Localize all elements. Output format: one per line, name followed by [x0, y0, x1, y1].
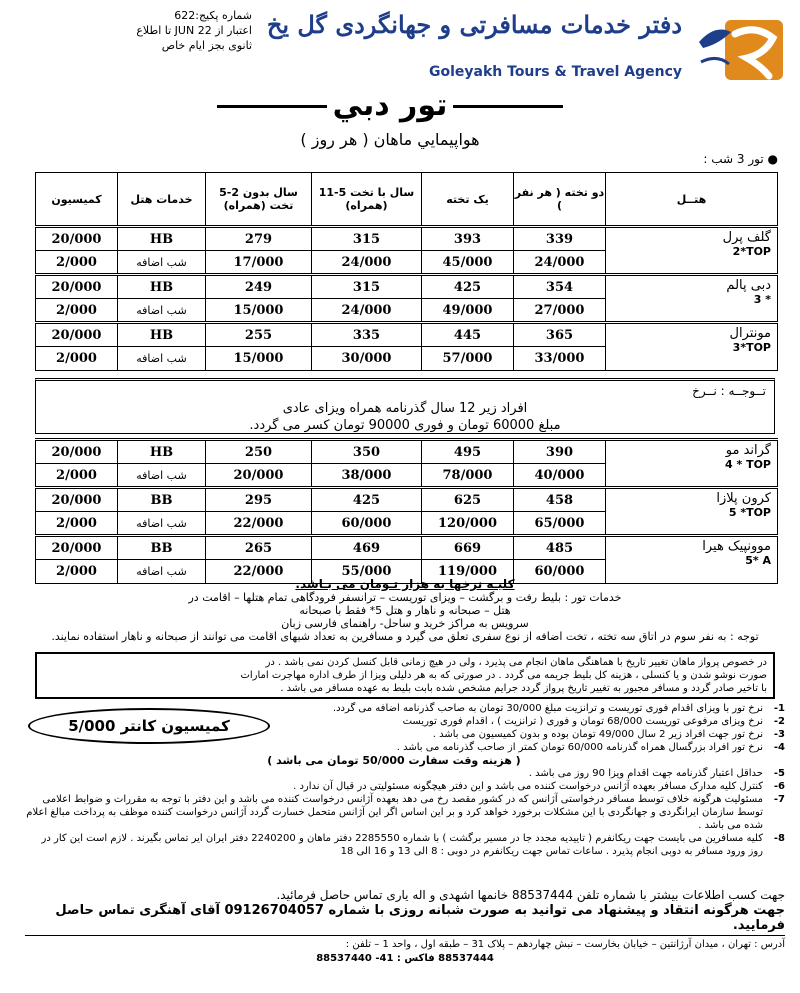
hotel-stars: 4 * TOP [725, 458, 771, 471]
agency-name-en: Goleyakh Tours & Travel Agency [429, 64, 682, 80]
extra-child-no-bed-cell: 22/000 [206, 560, 312, 584]
validity-line: اعتبار از 22 JUN تا اطلاع [136, 24, 252, 37]
extra-services-cell: شب اضافه [118, 251, 206, 275]
rule-number: 6- [773, 781, 785, 792]
extra-commission-cell: 2/000 [36, 347, 118, 371]
rule-text: ( هزینه وقت سفارت 50/000 تومان می باشد ) [267, 754, 521, 767]
hotel-name-cell [606, 488, 778, 536]
child-no-bed-cell: 265 [206, 536, 312, 560]
child-no-bed-cell: 249 [206, 275, 312, 299]
hotel-stars: 5* A [745, 554, 771, 567]
extra-child-bed-cell: 30/000 [312, 347, 422, 371]
rates-table-bottom [35, 438, 778, 584]
hotel-stars: 2*TOP [732, 245, 771, 258]
hotel-name: کرون پلازا [716, 491, 771, 506]
double-cell: 390 [514, 440, 606, 464]
rates-table-top [35, 172, 778, 371]
extra-services-cell: شب اضافه [118, 299, 206, 323]
tour-duration: ● تور 3 شب : [703, 152, 778, 166]
rule-item [25, 767, 785, 780]
double-cell: 458 [514, 488, 606, 512]
extra-commission-cell: 2/000 [36, 512, 118, 536]
col-hotel: هتــل [606, 173, 778, 227]
hotel-name: مونترال [729, 326, 771, 341]
extra-child-bed-cell: 55/000 [312, 560, 422, 584]
hotel-name-cell [606, 227, 778, 275]
rule-number: 2- [773, 716, 785, 727]
rule-number: 7- [773, 794, 785, 805]
rule-number: 1- [773, 703, 785, 714]
extra-child-no-bed-cell: 15/000 [206, 299, 312, 323]
services-line: سرویس به مراکز خرید و ساحل- راهنمای فارسی زبان [281, 617, 529, 630]
hotel-stars: 3*TOP [732, 341, 771, 354]
note-line: مبلغ 60000 تومان و فوری 90000 تومان کسر می گردد. [249, 418, 561, 433]
single-cell: 495 [422, 440, 514, 464]
extra-commission-cell: 2/000 [36, 299, 118, 323]
prices-unit-note: کلیـه نرخها به هزار تـومان می بـاشد. [295, 577, 515, 591]
table-row [36, 275, 778, 299]
commission-cell: 20/000 [36, 488, 118, 512]
extra-single-cell: 57/000 [422, 347, 514, 371]
extra-child-bed-cell: 38/000 [312, 464, 422, 488]
single-cell: 393 [422, 227, 514, 251]
col-double: دو تخته ( هر نفر ) [514, 173, 606, 227]
rule-item [25, 780, 785, 793]
contact-info [25, 888, 785, 933]
services-cell: BB [118, 536, 206, 560]
extra-services-cell: شب اضافه [118, 347, 206, 371]
commission-cell: 20/000 [36, 323, 118, 347]
counter-commission-badge: کمیسیون کانتر 5/000 [28, 708, 270, 744]
extra-single-cell: 45/000 [422, 251, 514, 275]
contact-line: جهت هرگونه انتقاد و پیشنهاد می توانید به صورت شبانه روزی با شماره 09126704057 آقای آهنگری تماس حاصل فرمایید. [55, 903, 785, 933]
extra-single-cell: 119/000 [422, 560, 514, 584]
office-address: آدرس : تهران ، میدان آرژانتین – خیابان بخارست – نبش چهاردهم – پلاک 31 – طبقه اول ، واحد 1 – تلفن : 88537444 فاکس : 41- 88537440 [25, 935, 785, 966]
rule-number: 4- [773, 742, 785, 753]
extra-child-no-bed-cell: 15/000 [206, 347, 312, 371]
child-bed-cell: 335 [312, 323, 422, 347]
rule-number: 8- [773, 833, 785, 844]
agency-name-fa: دفتر خدمات مسافرتی و جهانگردی گل یخ [266, 10, 682, 39]
child-no-bed-cell: 250 [206, 440, 312, 464]
col-child-no-bed: 5-2 سال بدون تخت (همراه) [206, 173, 312, 227]
rule-number: 5- [773, 768, 785, 779]
col-single: یک تخته [422, 173, 514, 227]
extra-double-cell: 65/000 [514, 512, 606, 536]
hotel-name: موونپیک هیرا [702, 539, 771, 554]
hotel-stars: 5 *TOP [728, 506, 771, 519]
rule-item [25, 793, 785, 832]
double-cell: 354 [514, 275, 606, 299]
child-no-bed-cell: 255 [206, 323, 312, 347]
services-cell: HB [118, 440, 206, 464]
hotel-name-cell [606, 323, 778, 371]
single-cell: 425 [422, 275, 514, 299]
airline-subtitle: هواپيمايي ماهان ( هر روز ) [300, 130, 480, 149]
extra-double-cell: 27/000 [514, 299, 606, 323]
extra-child-no-bed-cell: 20/000 [206, 464, 312, 488]
extra-single-cell: 120/000 [422, 512, 514, 536]
single-cell: 625 [422, 488, 514, 512]
page-title: تور دبي [200, 88, 580, 123]
commission-cell: 20/000 [36, 536, 118, 560]
commission-cell: 20/000 [36, 440, 118, 464]
hotel-name-cell [606, 275, 778, 323]
rule-text: نرخ تور با ویزای اقدام فوری توریست و ترانزیت مبلغ 30/000 تومان به صاحب گذرنامه اضافه می گردد. [332, 703, 763, 714]
commission-cell: 20/000 [36, 227, 118, 251]
extra-double-cell: 40/000 [514, 464, 606, 488]
extra-child-bed-cell: 24/000 [312, 251, 422, 275]
child-bed-cell: 350 [312, 440, 422, 464]
table-row [36, 488, 778, 512]
child-bed-cell: 425 [312, 488, 422, 512]
rule-text: کلیه مسافرین می بایست جهت ریکانفرم ( تاییدیه مجدد جا در مسیر برگشت ) با شماره 2285550 دفتر ماهان و 2240200 دفتر ایران ایر تماس بگیرند . لازم است این کار در روز ورود مسافر به دوبی انجام پذیرد . ساعات تماس جهت ریکانفرم در دوبی : 8 الی 13 و 16 الی 18 [41, 833, 763, 857]
extra-double-cell: 24/000 [514, 251, 606, 275]
tour-services-note [35, 578, 775, 643]
child-bed-cell: 315 [312, 275, 422, 299]
extra-commission-cell: 2/000 [36, 251, 118, 275]
services-line: هتل – صبحانه و ناهار و هتل 5* فقط با صبحانه [299, 604, 511, 617]
extra-services-cell: شب اضافه [118, 464, 206, 488]
commission-cell: 20/000 [36, 275, 118, 299]
rule-number: 3- [773, 729, 785, 740]
table-row [36, 440, 778, 464]
rule-text: کنترل کلیه مدارک مسافر بعهده آژانس درخواست کننده می باشد و این دفتر هیچگونه مسئولیتی در قبال آن ندارد . [293, 781, 763, 792]
rule-item [25, 832, 785, 858]
contact-line: جهت کسب اطلاعات بیشتر با شماره تلفن 88537444 خانمها اشهدی و اله یاری تماس حاصل فرمائید. [276, 888, 785, 902]
validity-exception: ثانوی بجز ایام خاص [161, 39, 252, 52]
services-cell: HB [118, 227, 206, 251]
agency-logo [266, 2, 787, 102]
table-row [36, 323, 778, 347]
col-services: خدمات هتل [118, 173, 206, 227]
hotel-name: گراند مو [725, 443, 771, 458]
extra-commission-cell: 2/000 [36, 464, 118, 488]
child-bed-cell: 469 [312, 536, 422, 560]
child-no-bed-cell: 295 [206, 488, 312, 512]
table-row [36, 227, 778, 251]
double-cell: 339 [514, 227, 606, 251]
extra-commission-cell: 2/000 [36, 560, 118, 584]
package-info [22, 8, 252, 53]
single-cell: 669 [422, 536, 514, 560]
extra-services-cell: شب اضافه [118, 560, 206, 584]
col-commission: کمیسیون [36, 173, 118, 227]
col-child-bed: 11-5 سال با تخت (همراه) [312, 173, 422, 227]
hotel-stars: 3 * [753, 293, 771, 306]
package-number: شماره پکیج:622 [174, 9, 252, 22]
cancellation-notice: در خصوص پرواز ماهان تغییر تاریخ با هماهنگی ماهان انجام می پذیرد ، ولی در هیچ زمانی قابل کنسل کردن نمی باشد . در صورت نوشو شدن و یا کنسلی ، هزینه کل بلیط جریمه می گردد . در صورتی که به هر دلیلی ویزا از طرف اداره مهاجرت امارات با تاخیر صادر گردد و مسافر مجبور به تغییر تاریخ پرواز گردد جرایم مشخص شده بابت بلیط به عهده مسافر می باشد . [35, 652, 775, 699]
extra-double-cell: 60/000 [514, 560, 606, 584]
rule-text: نرخ تور جهت افراد زیر 2 سال 49/000 تومان بوده و بدون کمیسیون می باشد . [432, 729, 763, 740]
double-cell: 485 [514, 536, 606, 560]
extra-single-cell: 49/000 [422, 299, 514, 323]
child-bed-cell: 315 [312, 227, 422, 251]
rule-text: نرخ ویزای مرفوعی توریست 68/000 تومان و فوری ( ترانزیت ) ، اقدام فوری توریست [402, 716, 763, 727]
child-note-box [35, 378, 775, 434]
table-row [36, 536, 778, 560]
services-line: خدمات تور : بلیط رفت و برگشت – ویزای توریست – ترانسفر فرودگاهی تمام هتلها – اقامت در [188, 591, 622, 604]
table-header-row [36, 173, 778, 227]
hotel-name: گلف پرل [722, 230, 771, 245]
services-cell: BB [118, 488, 206, 512]
extra-child-bed-cell: 24/000 [312, 299, 422, 323]
extra-single-cell: 78/000 [422, 464, 514, 488]
rule-text: حداقل اعتبار گذرنامه جهت اقدام ویزا 90 روز می باشد . [528, 768, 763, 779]
ice-flower-logo-icon [695, 14, 787, 88]
extra-child-bed-cell: 60/000 [312, 512, 422, 536]
extra-child-no-bed-cell: 22/000 [206, 512, 312, 536]
rule-item [25, 754, 785, 767]
extra-services-cell: شب اضافه [118, 512, 206, 536]
rule-text: نرخ تور افراد بزرگسال همراه گذرنامه 60/000 تومان کمتر از صاحب گذرنامه می باشد . [396, 742, 763, 753]
rule-text: مسئولیت هرگونه خلاف توسط مسافر درخواستی آژانس که در کشور مقصد رخ می دهد بعهده آژانس درخواست کننده می باشد و این دفتر با توجه به مقررات و ضوابط اعلامی توسط سازمان ایرانگردی و جهانگردی با این مشکلات برخورد خواهد کرد و بر این اساس اگر این آژانس متحمل خسارت گردد آژانس درخواست کننده موظف به پرداخت مبالغ اعلام شده می باشد . [26, 794, 763, 831]
child-no-bed-cell: 279 [206, 227, 312, 251]
rule-number [525, 754, 543, 767]
extra-child-no-bed-cell: 17/000 [206, 251, 312, 275]
single-cell: 445 [422, 323, 514, 347]
hotel-name-cell [606, 536, 778, 584]
third-person-note: توجه : به نفر سوم در اتاق سه تخته ، تخت اضافه از نوع سفری تعلق می گیرد و مسافرین به تعداد شبهای اقامت می توانند از صبحانه و ناهار استفاده نمایند. [51, 630, 759, 643]
hotel-name-cell [606, 440, 778, 488]
extra-double-cell: 33/000 [514, 347, 606, 371]
double-cell: 365 [514, 323, 606, 347]
services-cell: HB [118, 323, 206, 347]
note-title: تــوجــه : نــرخ [692, 384, 766, 398]
services-cell: HB [118, 275, 206, 299]
note-line: افراد زیر 12 سال گذرنامه همراه ویزای عادی [282, 401, 528, 416]
hotel-name: دبی پالم [726, 278, 771, 293]
